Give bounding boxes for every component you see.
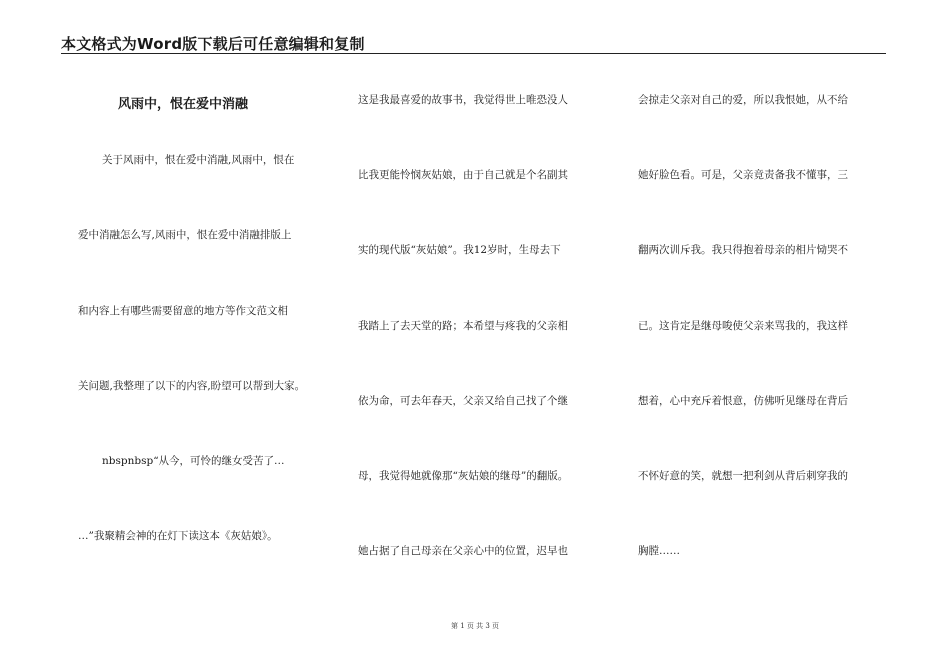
paragraph-line: 关问题,我整理了以下的内容,盼望可以帮到大家。 [78, 380, 306, 392]
page-number: 第 1 页 共 3 页 [450, 622, 500, 630]
paragraph-line: 比我更能怜悯灰姑娘，由于自己就是个名副其 [358, 169, 568, 181]
document-header: 本文格式为Word版下载后可任意编辑和复制 [61, 35, 365, 53]
paragraph-line: 会掠走父亲对自己的爱，所以我恨她，从不给 [638, 94, 848, 106]
paragraph-line: 母，我觉得她就像那“灰姑娘的继母”的翻版。 [358, 470, 569, 482]
paragraph-line: 她好脸色看。可是，父亲竟责备我不懂事，三 [638, 169, 848, 181]
paragraph-line: 爱中消融怎么写,风雨中，恨在爱中消融排版上 [78, 229, 292, 241]
paragraph-line: 不怀好意的笑，就想一把利剑从背后刺穿我的 [638, 470, 848, 482]
paragraph-line: 她占据了自己母亲在父亲心中的位置，迟早也 [358, 545, 568, 557]
header-divider [61, 53, 886, 54]
article-title: 风雨中，恨在爱中消融 [118, 97, 249, 112]
paragraph-line: 关于风雨中，恨在爱中消融,风雨中，恨在 [102, 154, 295, 166]
paragraph-line: nbspnbsp“从今，可怜的继女受苦了… [102, 455, 285, 467]
paragraph-line: 和内容上有哪些需要留意的地方等作文范文相 [78, 305, 288, 317]
paragraph-line: 翻两次训斥我。我只得抱着母亲的相片恸哭不 [638, 244, 848, 256]
paragraph-line: 依为命，可去年春天，父亲又给自己找了个继 [358, 395, 568, 407]
paragraph-line: 胸膛…… [638, 545, 680, 557]
paragraph-line: …”我聚精会神的在灯下读这本《灰姑娘》。 [78, 530, 278, 542]
paragraph-line: 这是我最喜爱的故事书，我觉得世上唯恐没人 [358, 94, 568, 106]
paragraph-line: 实的现代版“灰姑娘”。我12岁时，生母去下 [358, 244, 561, 256]
paragraph-line: 已。这肯定是继母唆使父亲来骂我的，我这样 [638, 320, 848, 332]
paragraph-line: 想着，心中充斥着恨意，仿佛听见继母在背后 [638, 395, 848, 407]
paragraph-line: 我踏上了去天堂的路；本希望与疼我的父亲相 [358, 320, 568, 332]
